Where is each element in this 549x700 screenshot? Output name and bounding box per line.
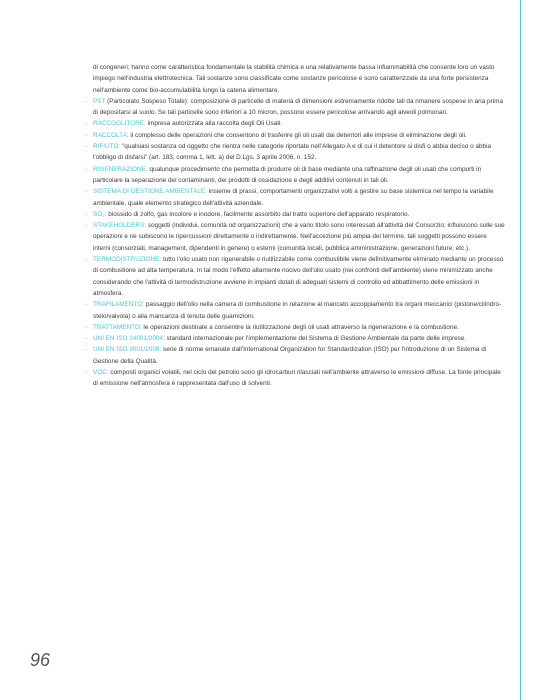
glossary-definition: biossido di zolfo, gas incolore e inodore, facilmente assorbito dal tratto superiore dell'apparato respiratorio.: [106, 210, 410, 218]
glossary-term: RACCOLTA:: [93, 131, 129, 139]
glossary-term: SO₂:: [93, 210, 107, 218]
glossary-definition: composti organici volatili, nel ciclo del petrolio sono gli idrocarburi rilasciati nell'ambiente attraverso le emissioni diffuse. La fonte principale di emissione nell'atmosfera è rappresentata dall'uso di solventi.: [93, 369, 501, 388]
glossary-item: [85, 186, 505, 209]
glossary-item: [85, 118, 505, 129]
bullet-dash: -: [85, 188, 88, 196]
glossary-item: [85, 344, 505, 367]
bullet-dash: -: [85, 256, 88, 264]
glossary-definition: le operazioni destinate a consentire la riutilizzazione degli oli usati attraverso la rigenerazione e la combustione.: [141, 323, 459, 331]
page-number: 96: [30, 650, 51, 670]
glossary-term: VOC:: [93, 369, 109, 377]
glossary-term: RACCOGLITORE:: [93, 120, 146, 128]
bullet-dash: -: [85, 210, 88, 218]
bullet-dash: -: [85, 120, 88, 128]
bullet-dash: -: [85, 131, 88, 139]
glossary-term: SISTEMA DI GESTIONE AMBIENTALE:: [93, 188, 207, 196]
bullet-dash: -: [85, 346, 88, 354]
glossary-definition: insieme di prassi, comportamenti organizzativi volti a gestire su base sistemica nel tempo la variabile ambientale, quale elemento strategico dell'attività aziendale.: [93, 188, 494, 207]
bullet-dash: -: [85, 301, 88, 309]
bullet-dash: -: [85, 335, 88, 343]
glossary-item: [85, 141, 505, 164]
bullet-dash: -: [85, 369, 88, 377]
glossary-content: [85, 62, 505, 390]
glossary-term: RIGENERAZIONE:: [93, 165, 148, 173]
glossary-term: TRATTAMENTO:: [93, 323, 142, 331]
glossary-definition: soggetti (individui, comunità od organizzazioni) che a vario titolo sono interessati all'attività del Consorzio; influiscono sulle sue operazioni e ne subiscono le ripercussioni direttamente o indirettamente. Nell'accezione più ampia del termine, tali soggetti possono essere interni (consorziati, management, dipendenti in genere) o esterni (comunità locali, pubblica amministrazione, generazioni future, etc.).: [93, 222, 505, 252]
glossary-term: UNI EN ISO 14001/2004:: [93, 335, 165, 343]
glossary-item: [85, 299, 505, 322]
glossary-definition: "qualsiasi sostanza od oggetto che rientra nelle categorie riportate nell'Allegato A e di cui il detentore si disfi o abbia deciso o abbia l'obbligo di disfarsi" (art. 183, comma 1, lett. a) del D.Lgs. 3 aprile 2006, n. 152.: [93, 143, 492, 162]
bullet-dash: -: [85, 97, 88, 105]
glossary-item: [85, 220, 505, 254]
glossary-definition: il complesso delle operazioni che consentono di trasferire gli oli usati dai detentori alle imprese di eliminazione degli oli.: [128, 131, 467, 139]
bullet-dash: -: [85, 323, 88, 331]
glossary-definition: serie di norme emanate dall'International Organization for Standardization (ISO) per l'introduzione di un Sistema di Gestione della Qualità.: [93, 346, 487, 365]
glossary-item: [85, 164, 505, 187]
glossary-definition: standard internazionale per l'implementazione del Sistema di Gestione Ambientale da parte delle imprese.: [164, 335, 467, 343]
glossary-item: [85, 130, 505, 141]
glossary-term: STAKEHOLDERS:: [93, 222, 147, 230]
bullet-dash: -: [85, 143, 88, 151]
margin-rule: [520, 0, 521, 700]
glossary-item: [85, 96, 505, 119]
glossary-definition: (Particolato Sospeso Totale): composizione di particelle di materia di dimensioni estremamente ridotte tali da rimanere sospese in aria prima di depositarsi al suolo. Se tali particelle sono inferiori a 10 micron, possono essere pericolose arrivando agli alveoli polmonari.: [93, 97, 504, 117]
glossary-definition: tutto l'olio usato non rigenerabile o riutilizzabile come combustibile viene definitivamente eliminato mediante un processo di combustione ad alta temperatura. In tal modo l'effetto altamente nocivo dell'olio usato (nei confronti dell'ambiente) viene minimizzato anche considerando che l'attività di termodistruzione avviene in impianti dotati di adeguati sistemi di controllo ed abbattimento delle emissioni in atmosfera.: [93, 256, 504, 297]
glossary-term: UNI EN ISO 9001/2008:: [93, 346, 162, 354]
glossary-term: PST: [93, 97, 106, 105]
intro-paragraph: di congeneri; hanno come caratteristica fondamentale la stabilità chimica e una relativamente bassa infiammabilità che consente loro un vasto impiego nell'industria elettrotecnica. Tali sostanze sono classificate come sostanze pericolose e sono caratterizzate da una forte persistenza nell'ambiente come bio-accumulabilità lungo la catena alimentare.: [93, 64, 495, 94]
glossary-list: [85, 96, 505, 390]
glossary-definition: passaggio dell'olio nella camera di combustione in relazione al mancato accoppiamento tra organi meccanici (pistone/cilindro-stelo/valvola) o alla mancanza di tenuta delle guarnizioni.: [93, 301, 502, 320]
glossary-item: [85, 254, 505, 299]
glossary-term: RIFIUTO:: [93, 143, 121, 151]
glossary-item: [85, 367, 505, 390]
glossary-item: [85, 322, 505, 333]
glossary-term: TERMODISTRUZIONE:: [93, 256, 162, 264]
glossary-definition: impresa autorizzata alla raccolta degli Oli Usati.: [145, 120, 283, 128]
glossary-item: [85, 333, 505, 344]
bullet-dash: -: [85, 222, 88, 230]
glossary-term: TRAFILAMENTO:: [93, 301, 145, 309]
glossary-definition: qualunque procedimento che permetta di produrre oli di base mediante una raffinazione degli oli usati che comporti in particolare la separazione dei contaminanti, dei prodotti di ossidazione e degli additivi contenuti in tali oli.: [93, 165, 482, 184]
glossary-item: [85, 209, 505, 220]
bullet-dash: -: [85, 165, 88, 173]
